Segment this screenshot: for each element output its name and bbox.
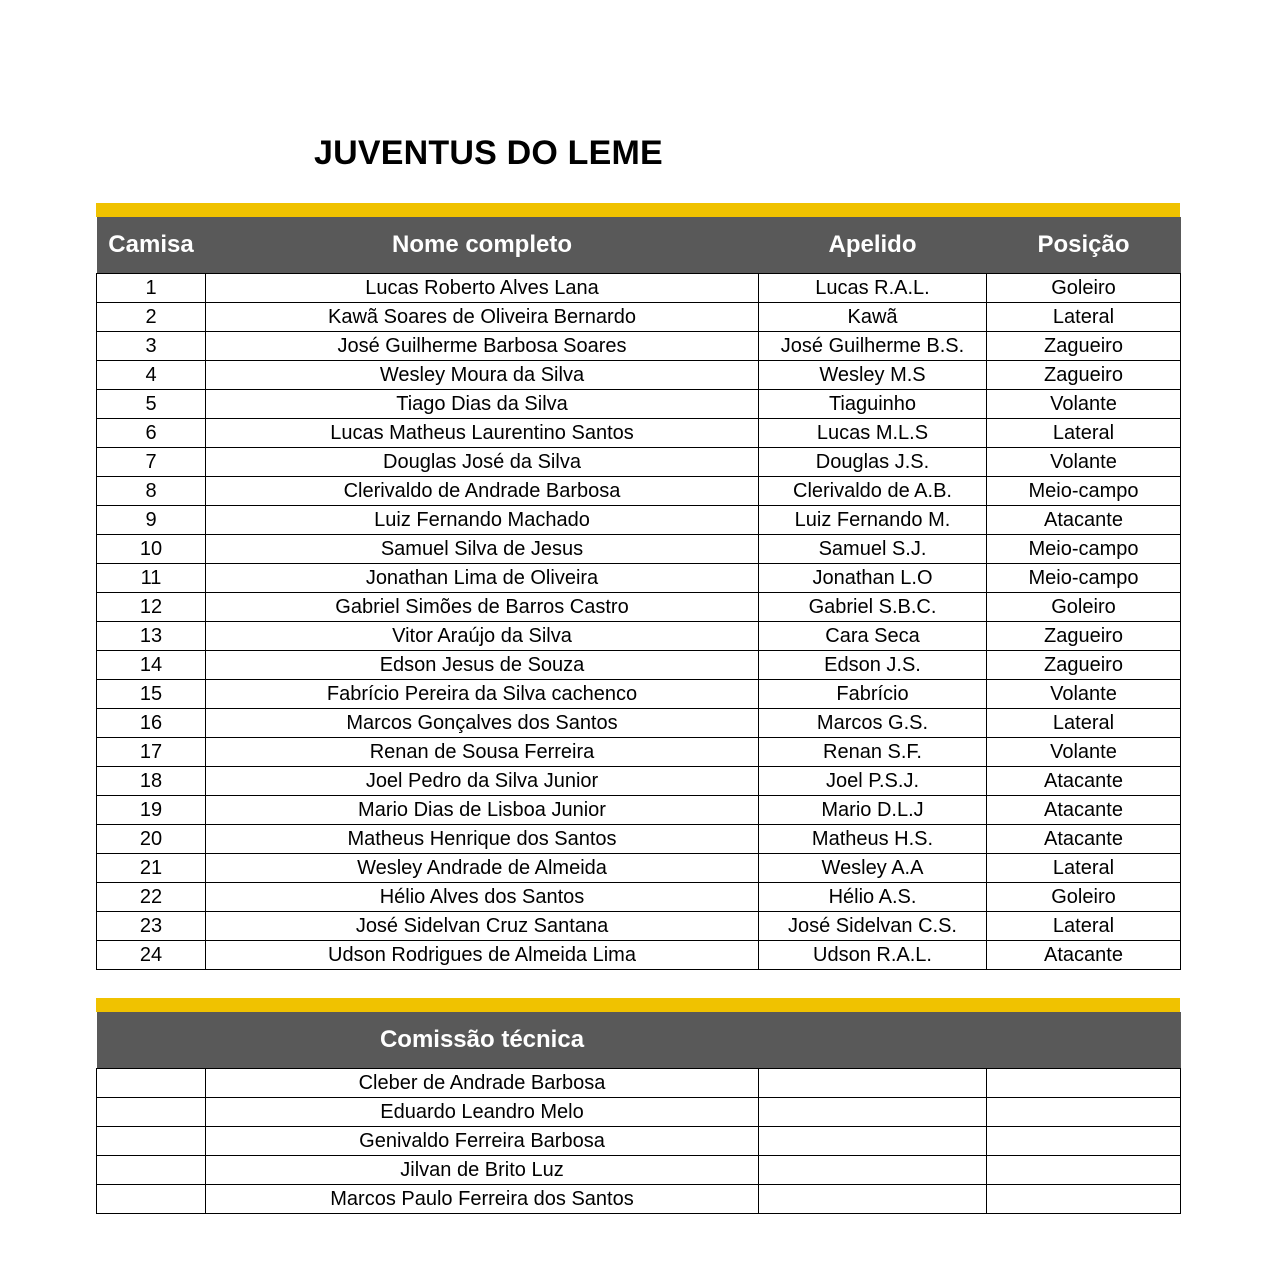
cell-posicao: Volante — [987, 448, 1181, 477]
table-row — [97, 274, 1181, 303]
cell-nome-completo: Fabrício Pereira da Silva cachenco — [206, 680, 759, 709]
players-section — [96, 203, 1180, 970]
cell-posicao: Meio-campo — [987, 564, 1181, 593]
cell-nome-completo: Marcos Gonçalves dos Santos — [206, 709, 759, 738]
page-title: JUVENTUS DO LEME — [314, 134, 663, 172]
cell-empty — [759, 1156, 987, 1185]
players-body — [97, 274, 1181, 970]
cell-posicao: Atacante — [987, 796, 1181, 825]
cell-apelido: Jonathan L.O — [759, 564, 987, 593]
cell-apelido: Wesley A.A — [759, 854, 987, 883]
cell-nome-completo: Edson Jesus de Souza — [206, 651, 759, 680]
table-row — [97, 1069, 1181, 1098]
table-row — [97, 1098, 1181, 1127]
cell-empty — [759, 1069, 987, 1098]
staff-header-blank — [759, 1012, 987, 1069]
cell-posicao: Lateral — [987, 419, 1181, 448]
cell-nome-completo: José Sidelvan Cruz Santana — [206, 912, 759, 941]
cell-camisa: 24 — [97, 941, 206, 970]
table-row — [97, 303, 1181, 332]
cell-posicao: Lateral — [987, 854, 1181, 883]
cell-apelido: Joel P.S.J. — [759, 767, 987, 796]
cell-camisa: 7 — [97, 448, 206, 477]
header-posicao: Posição — [987, 217, 1181, 274]
cell-staff-name: Cleber de Andrade Barbosa — [206, 1069, 759, 1098]
table-row — [97, 419, 1181, 448]
cell-posicao: Lateral — [987, 709, 1181, 738]
cell-posicao: Goleiro — [987, 274, 1181, 303]
table-row — [97, 593, 1181, 622]
cell-camisa: 5 — [97, 390, 206, 419]
cell-apelido: Luiz Fernando M. — [759, 506, 987, 535]
cell-staff-name: Eduardo Leandro Melo — [206, 1098, 759, 1127]
cell-apelido: José Guilherme B.S. — [759, 332, 987, 361]
cell-nome-completo: Clerivaldo de Andrade Barbosa — [206, 477, 759, 506]
table-row — [97, 796, 1181, 825]
staff-table — [96, 1012, 1181, 1214]
cell-camisa: 17 — [97, 738, 206, 767]
cell-camisa: 4 — [97, 361, 206, 390]
cell-empty — [759, 1185, 987, 1214]
players-table — [96, 217, 1181, 970]
table-row — [97, 825, 1181, 854]
cell-posicao: Zagueiro — [987, 332, 1181, 361]
cell-apelido: Mario D.L.J — [759, 796, 987, 825]
cell-camisa: 3 — [97, 332, 206, 361]
cell-camisa: 10 — [97, 535, 206, 564]
cell-nome-completo: Vitor Araújo da Silva — [206, 622, 759, 651]
cell-nome-completo: Hélio Alves dos Santos — [206, 883, 759, 912]
cell-camisa: 13 — [97, 622, 206, 651]
cell-empty — [759, 1127, 987, 1156]
cell-empty — [759, 1098, 987, 1127]
cell-camisa: 2 — [97, 303, 206, 332]
cell-posicao: Atacante — [987, 941, 1181, 970]
cell-posicao: Atacante — [987, 506, 1181, 535]
cell-empty — [987, 1156, 1181, 1185]
cell-empty — [97, 1069, 206, 1098]
cell-staff-name: Jilvan de Brito Luz — [206, 1156, 759, 1185]
staff-header-row — [97, 1012, 1181, 1069]
cell-camisa: 6 — [97, 419, 206, 448]
cell-nome-completo: Renan de Sousa Ferreira — [206, 738, 759, 767]
cell-empty — [97, 1156, 206, 1185]
players-header-row — [97, 217, 1181, 274]
cell-posicao: Lateral — [987, 912, 1181, 941]
cell-apelido: Edson J.S. — [759, 651, 987, 680]
accent-bar — [96, 998, 1180, 1012]
table-row — [97, 738, 1181, 767]
cell-apelido: Hélio A.S. — [759, 883, 987, 912]
cell-apelido: Clerivaldo de A.B. — [759, 477, 987, 506]
cell-posicao: Volante — [987, 680, 1181, 709]
cell-staff-name: Genivaldo Ferreira Barbosa — [206, 1127, 759, 1156]
cell-empty — [987, 1185, 1181, 1214]
table-row — [97, 535, 1181, 564]
cell-apelido: José Sidelvan C.S. — [759, 912, 987, 941]
header-nome-completo: Nome completo — [206, 217, 759, 274]
cell-nome-completo: Douglas José da Silva — [206, 448, 759, 477]
cell-nome-completo: Samuel Silva de Jesus — [206, 535, 759, 564]
table-row — [97, 448, 1181, 477]
cell-nome-completo: Wesley Andrade de Almeida — [206, 854, 759, 883]
table-row — [97, 651, 1181, 680]
cell-camisa: 18 — [97, 767, 206, 796]
cell-camisa: 22 — [97, 883, 206, 912]
cell-posicao: Zagueiro — [987, 651, 1181, 680]
cell-camisa: 8 — [97, 477, 206, 506]
table-row — [97, 767, 1181, 796]
cell-nome-completo: Mario Dias de Lisboa Junior — [206, 796, 759, 825]
cell-nome-completo: Wesley Moura da Silva — [206, 361, 759, 390]
cell-camisa: 16 — [97, 709, 206, 738]
cell-nome-completo: Lucas Matheus Laurentino Santos — [206, 419, 759, 448]
cell-posicao: Meio-campo — [987, 535, 1181, 564]
cell-apelido: Tiaguinho — [759, 390, 987, 419]
table-row — [97, 564, 1181, 593]
cell-posicao: Goleiro — [987, 593, 1181, 622]
cell-staff-name: Marcos Paulo Ferreira dos Santos — [206, 1185, 759, 1214]
table-row — [97, 1156, 1181, 1185]
cell-nome-completo: Lucas Roberto Alves Lana — [206, 274, 759, 303]
cell-apelido: Douglas J.S. — [759, 448, 987, 477]
table-row — [97, 390, 1181, 419]
accent-bar — [96, 203, 1180, 217]
table-row — [97, 477, 1181, 506]
cell-nome-completo: Udson Rodrigues de Almeida Lima — [206, 941, 759, 970]
cell-camisa: 19 — [97, 796, 206, 825]
cell-nome-completo: Joel Pedro da Silva Junior — [206, 767, 759, 796]
table-row — [97, 854, 1181, 883]
cell-apelido: Cara Seca — [759, 622, 987, 651]
header-apelido: Apelido — [759, 217, 987, 274]
staff-header-blank — [987, 1012, 1181, 1069]
cell-camisa: 12 — [97, 593, 206, 622]
cell-posicao: Atacante — [987, 767, 1181, 796]
cell-posicao: Zagueiro — [987, 622, 1181, 651]
cell-apelido: Matheus H.S. — [759, 825, 987, 854]
cell-apelido: Fabrício — [759, 680, 987, 709]
table-row — [97, 506, 1181, 535]
cell-camisa: 23 — [97, 912, 206, 941]
cell-nome-completo: Matheus Henrique dos Santos — [206, 825, 759, 854]
cell-camisa: 11 — [97, 564, 206, 593]
cell-apelido: Renan S.F. — [759, 738, 987, 767]
cell-camisa: 1 — [97, 274, 206, 303]
cell-nome-completo: Tiago Dias da Silva — [206, 390, 759, 419]
table-row — [97, 680, 1181, 709]
table-row — [97, 1185, 1181, 1214]
table-row — [97, 709, 1181, 738]
cell-posicao: Goleiro — [987, 883, 1181, 912]
cell-nome-completo: Gabriel Simões de Barros Castro — [206, 593, 759, 622]
cell-apelido: Samuel S.J. — [759, 535, 987, 564]
cell-nome-completo: Kawã Soares de Oliveira Bernardo — [206, 303, 759, 332]
cell-apelido: Gabriel S.B.C. — [759, 593, 987, 622]
cell-empty — [97, 1185, 206, 1214]
staff-header-blank — [97, 1012, 206, 1069]
cell-posicao: Atacante — [987, 825, 1181, 854]
cell-nome-completo: José Guilherme Barbosa Soares — [206, 332, 759, 361]
table-row — [97, 361, 1181, 390]
table-row — [97, 1127, 1181, 1156]
cell-camisa: 14 — [97, 651, 206, 680]
cell-camisa: 15 — [97, 680, 206, 709]
cell-apelido: Wesley M.S — [759, 361, 987, 390]
table-row — [97, 941, 1181, 970]
cell-posicao: Lateral — [987, 303, 1181, 332]
cell-apelido: Lucas R.A.L. — [759, 274, 987, 303]
cell-nome-completo: Jonathan Lima de Oliveira — [206, 564, 759, 593]
cell-camisa: 9 — [97, 506, 206, 535]
cell-nome-completo: Luiz Fernando Machado — [206, 506, 759, 535]
table-row — [97, 622, 1181, 651]
cell-apelido: Marcos G.S. — [759, 709, 987, 738]
cell-apelido: Kawã — [759, 303, 987, 332]
cell-empty — [97, 1127, 206, 1156]
cell-apelido: Lucas M.L.S — [759, 419, 987, 448]
header-camisa: Camisa — [97, 217, 206, 274]
table-row — [97, 332, 1181, 361]
cell-camisa: 20 — [97, 825, 206, 854]
cell-posicao: Volante — [987, 738, 1181, 767]
cell-posicao: Volante — [987, 390, 1181, 419]
table-row — [97, 883, 1181, 912]
cell-apelido: Udson R.A.L. — [759, 941, 987, 970]
cell-empty — [987, 1098, 1181, 1127]
staff-body — [97, 1069, 1181, 1214]
cell-posicao: Meio-campo — [987, 477, 1181, 506]
cell-posicao: Zagueiro — [987, 361, 1181, 390]
staff-header-title: Comissão técnica — [206, 1012, 759, 1069]
cell-empty — [987, 1127, 1181, 1156]
cell-empty — [97, 1098, 206, 1127]
staff-section — [96, 998, 1180, 1214]
cell-camisa: 21 — [97, 854, 206, 883]
table-row — [97, 912, 1181, 941]
cell-empty — [987, 1069, 1181, 1098]
